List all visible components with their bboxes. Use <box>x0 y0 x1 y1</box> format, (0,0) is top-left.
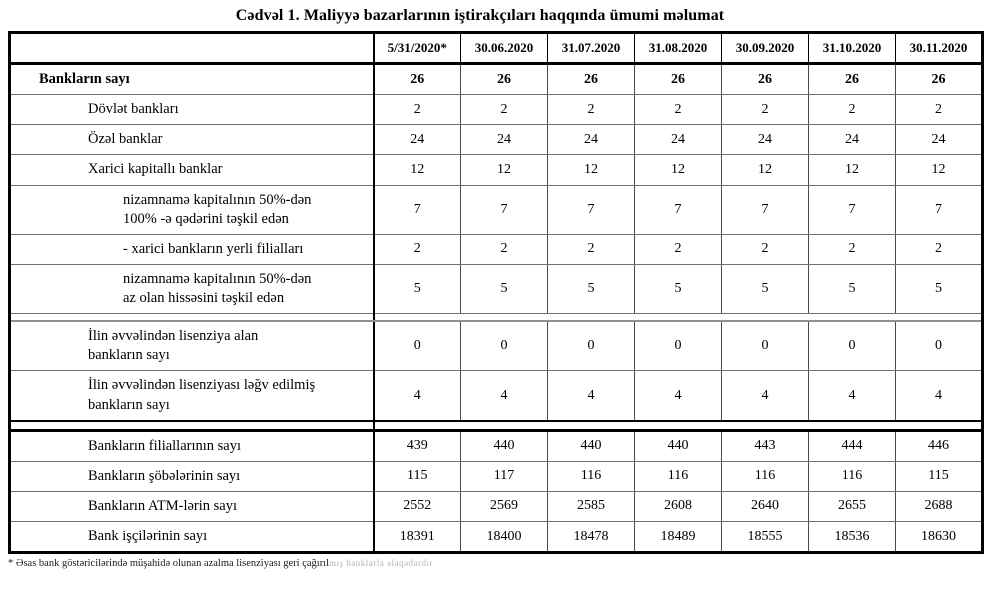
value-cell: 5 <box>635 264 722 313</box>
value-cell: 2 <box>635 95 722 125</box>
row-label: Bankların ATM-lərin sayı <box>10 491 374 521</box>
table-row <box>10 234 983 264</box>
value-cell: 26 <box>896 64 983 95</box>
value-cell: 2688 <box>896 491 983 521</box>
row-label: Özəl banklar <box>10 125 374 155</box>
row-label: Bank işçilərinin sayı <box>10 522 374 553</box>
table-row <box>10 264 983 313</box>
value-cell: 12 <box>896 155 983 185</box>
value-cell: 4 <box>374 371 461 421</box>
value-cell: 2 <box>548 234 635 264</box>
value-cell: 4 <box>722 371 809 421</box>
column-header: 30.09.2020 <box>722 33 809 64</box>
value-cell: 2 <box>635 234 722 264</box>
value-cell: 2 <box>809 234 896 264</box>
row-label-line: nizamnamə kapitalının 50%-dən <box>123 191 312 208</box>
value-cell: 5 <box>374 264 461 313</box>
table-title: Cədvəl 1. Maliyyə bazarlarının iştirakçıları haqqında ümumi məlumat <box>235 7 725 24</box>
row-label: Bankların sayı <box>10 64 374 95</box>
value-cell: 2 <box>722 95 809 125</box>
value-cell: 12 <box>635 155 722 185</box>
spacer-cell <box>10 314 374 322</box>
value-cell: 7 <box>896 185 983 234</box>
value-cell: 2 <box>461 95 548 125</box>
value-cell: 24 <box>548 125 635 155</box>
footnote-text: * Əsas bank göstəricilərində müşahidə olunan azalma lisenziyası geri çağırıl <box>8 558 330 570</box>
value-cell: 24 <box>461 125 548 155</box>
row-label <box>10 185 374 234</box>
value-cell: 0 <box>722 321 809 371</box>
value-cell: 24 <box>809 125 896 155</box>
value-cell: 440 <box>461 430 548 461</box>
row-label-line: İlin əvvəlindən lisenziya alan <box>88 328 259 345</box>
value-cell: 2 <box>374 234 461 264</box>
row-label-line: nizamnamə kapitalının 50%-dən <box>123 270 312 287</box>
value-cell: 2569 <box>461 491 548 521</box>
value-cell: 117 <box>461 461 548 491</box>
value-cell: 7 <box>809 185 896 234</box>
table-row <box>10 125 983 155</box>
row-label-line: bankların sayı <box>88 396 170 413</box>
value-cell: 7 <box>548 185 635 234</box>
spacer-cell <box>10 421 374 431</box>
spacer-row <box>10 421 983 431</box>
banks-table <box>8 31 984 554</box>
row-label: Bankların filiallarının sayı <box>10 430 374 461</box>
value-cell: 18630 <box>896 522 983 553</box>
value-cell: 116 <box>809 461 896 491</box>
value-cell: 5 <box>896 264 983 313</box>
column-header: 31.08.2020 <box>635 33 722 64</box>
spacer-row <box>10 314 983 322</box>
value-cell: 440 <box>548 430 635 461</box>
value-cell: 24 <box>374 125 461 155</box>
row-label: Xarici kapitallı banklar <box>10 155 374 185</box>
value-cell: 0 <box>461 321 548 371</box>
value-cell: 24 <box>896 125 983 155</box>
banks-table-body <box>10 33 983 553</box>
value-cell: 26 <box>548 64 635 95</box>
value-cell: 12 <box>548 155 635 185</box>
value-cell: 4 <box>809 371 896 421</box>
value-cell: 0 <box>896 321 983 371</box>
value-cell: 18555 <box>722 522 809 553</box>
value-cell: 2 <box>548 95 635 125</box>
value-cell: 12 <box>722 155 809 185</box>
value-cell: 12 <box>374 155 461 185</box>
column-header: 30.06.2020 <box>461 33 548 64</box>
table-row <box>10 371 983 421</box>
value-cell: 2 <box>461 234 548 264</box>
row-label <box>10 321 374 371</box>
value-cell: 18536 <box>809 522 896 553</box>
value-cell: 2640 <box>722 491 809 521</box>
value-cell: 26 <box>635 64 722 95</box>
table-row <box>10 522 983 553</box>
row-label-line: 100% -ə qədərini təşkil edən <box>123 210 289 227</box>
column-header: 31.10.2020 <box>809 33 896 64</box>
value-cell: 2 <box>374 95 461 125</box>
value-cell: 2552 <box>374 491 461 521</box>
value-cell: 26 <box>722 64 809 95</box>
column-header: 31.07.2020 <box>548 33 635 64</box>
value-cell: 24 <box>635 125 722 155</box>
value-cell: 2 <box>896 234 983 264</box>
value-cell: 116 <box>722 461 809 491</box>
value-cell: 24 <box>722 125 809 155</box>
value-cell: 5 <box>461 264 548 313</box>
value-cell: 5 <box>722 264 809 313</box>
table-row <box>10 321 983 371</box>
value-cell: 7 <box>722 185 809 234</box>
value-cell: 18478 <box>548 522 635 553</box>
value-cell: 4 <box>461 371 548 421</box>
column-header: 30.11.2020 <box>896 33 983 64</box>
row-label-line: İlin əvvəlindən lisenziyası ləğv edilmiş <box>88 377 316 394</box>
row-label: Bankların şöbələrinin sayı <box>10 461 374 491</box>
value-cell: 4 <box>635 371 722 421</box>
value-cell: 12 <box>809 155 896 185</box>
value-cell: 440 <box>635 430 722 461</box>
value-cell: 2655 <box>809 491 896 521</box>
value-cell: 0 <box>548 321 635 371</box>
table-row <box>10 155 983 185</box>
spacer-cell <box>374 421 983 431</box>
value-cell: 7 <box>374 185 461 234</box>
row-label <box>10 264 374 313</box>
value-cell: 7 <box>461 185 548 234</box>
table-row <box>10 185 983 234</box>
value-cell: 26 <box>461 64 548 95</box>
table-row <box>10 64 983 95</box>
value-cell: 116 <box>635 461 722 491</box>
table-row <box>10 491 983 521</box>
value-cell: 5 <box>809 264 896 313</box>
spacer-cell <box>374 314 983 322</box>
value-cell: 2608 <box>635 491 722 521</box>
value-cell: 12 <box>461 155 548 185</box>
value-cell: 443 <box>722 430 809 461</box>
value-cell: 115 <box>374 461 461 491</box>
table-row <box>10 461 983 491</box>
value-cell: 26 <box>374 64 461 95</box>
value-cell: 444 <box>809 430 896 461</box>
value-cell: 2 <box>722 234 809 264</box>
value-cell: 446 <box>896 430 983 461</box>
value-cell: 116 <box>548 461 635 491</box>
value-cell: 18489 <box>635 522 722 553</box>
value-cell: 26 <box>809 64 896 95</box>
row-label-line: bankların sayı <box>88 347 170 364</box>
value-cell: 4 <box>896 371 983 421</box>
row-label <box>10 371 374 421</box>
value-cell: 5 <box>548 264 635 313</box>
footnote <box>8 558 1000 569</box>
value-cell: 7 <box>635 185 722 234</box>
table-row <box>10 95 983 125</box>
header-row <box>10 33 983 64</box>
value-cell: 0 <box>635 321 722 371</box>
value-cell: 115 <box>896 461 983 491</box>
value-cell: 4 <box>548 371 635 421</box>
header-empty-cell <box>10 33 374 64</box>
value-cell: 2585 <box>548 491 635 521</box>
row-label: Dövlət bankları <box>10 95 374 125</box>
column-header: 5/31/2020* <box>374 33 461 64</box>
value-cell: 0 <box>374 321 461 371</box>
footnote-faded-text: mış banklarla əlaqədardır <box>329 558 433 569</box>
value-cell: 18391 <box>374 522 461 553</box>
row-label: - xarici bankların yerli filialları <box>10 234 374 264</box>
value-cell: 0 <box>809 321 896 371</box>
value-cell: 18400 <box>461 522 548 553</box>
value-cell: 2 <box>896 95 983 125</box>
row-label-line: az olan hissəsini təşkil edən <box>123 290 285 306</box>
value-cell: 2 <box>809 95 896 125</box>
table-row <box>10 430 983 461</box>
value-cell: 439 <box>374 430 461 461</box>
